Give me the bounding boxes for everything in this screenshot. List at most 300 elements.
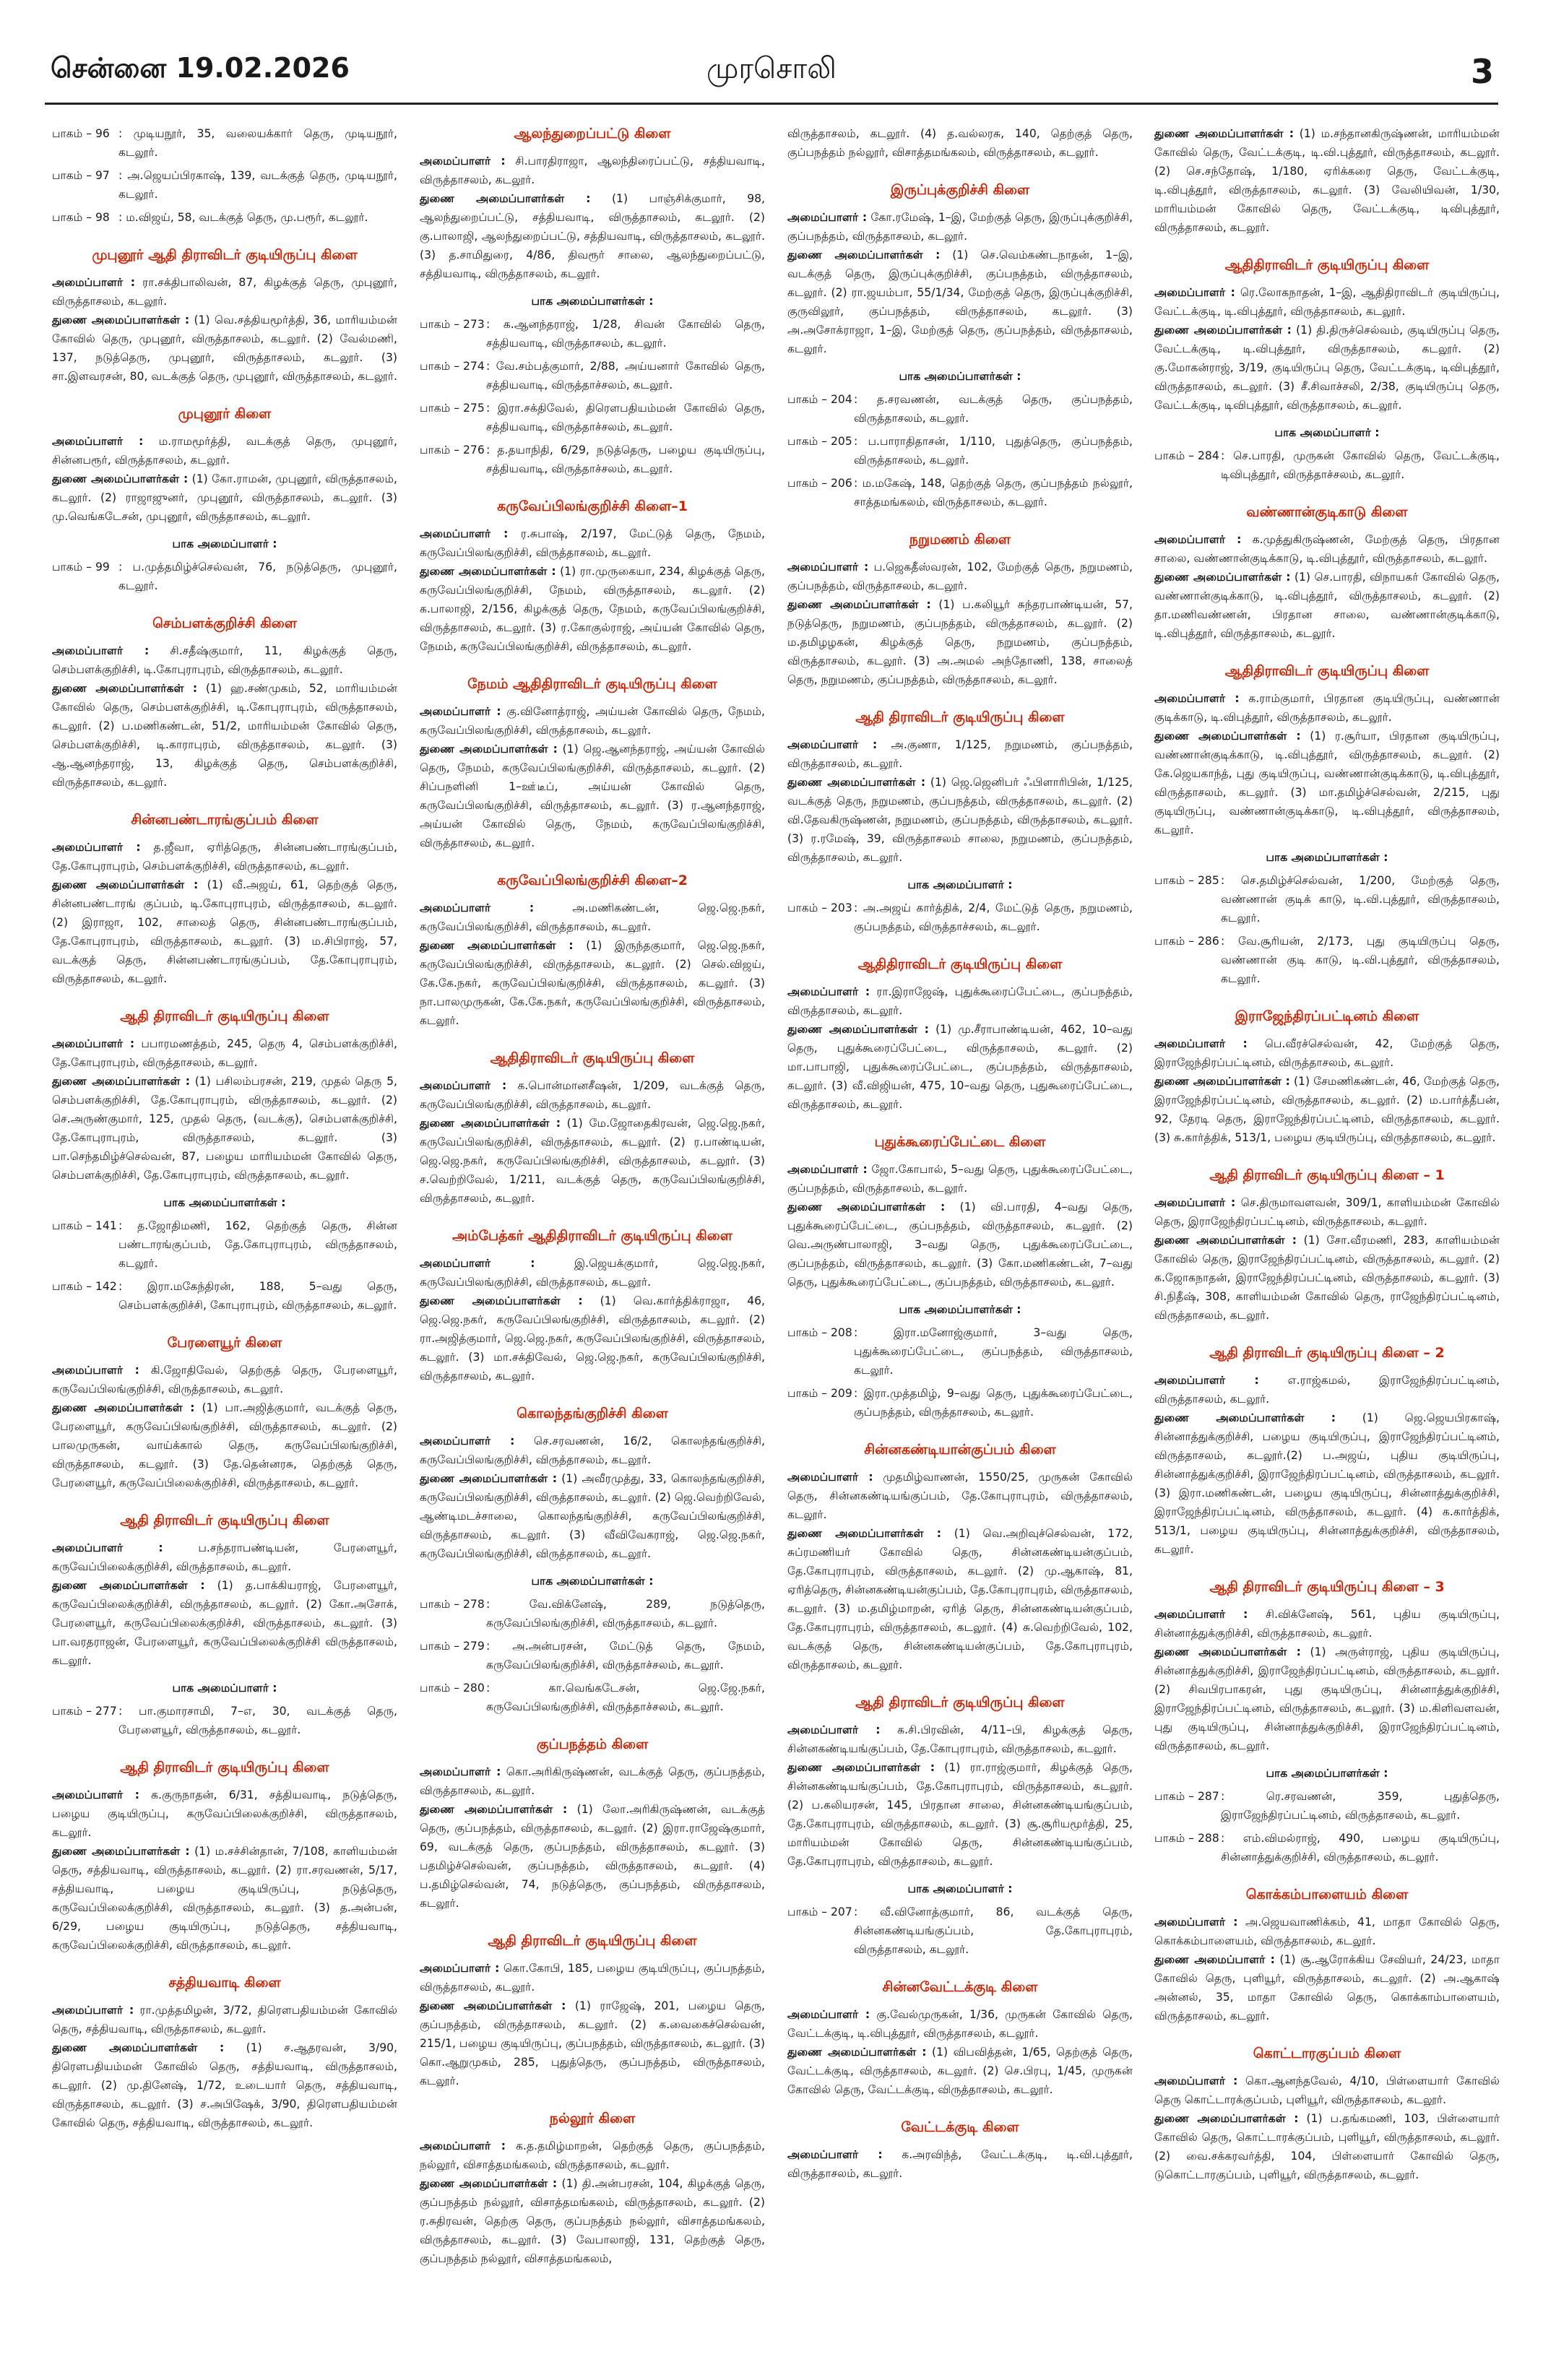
role-label: துணை அமைப்பாளர்கள் : [52, 1075, 191, 1088]
role-label: அமைப்பாளர் : [787, 561, 869, 574]
member-detail: (1) ம.சந்தானகிருஷ்ணன், மாரியம்மன் கோவில் தெரு, வேட்டக்குடி, டி.வி.புத்தூர், விருத்தாசலம், கடலூர். (2) செ.சந்தோஷ், 1/180, ஏரிக்கரை தெரு, வேட்டக்குடி, டி.விபுத்தூர், விருத்தாசலம், கடலூர். (3) வேலியிவன், 1/30, மாரியம்மன் கோவில் தெரு, வேட்டக்குடி, டிவிபுத்தூர், விருத்தாசலம், கடலூர். [1154, 127, 1500, 234]
member-detail: ரா.முத்தமிழன், 3/72, திரௌபதியம்மன் கோவில் தெரு, சத்தியவாடி, விருத்தாசலம், கடலூர். [52, 2004, 398, 2035]
role-label: அமைப்பாளர் : [420, 1079, 507, 1092]
member-entry [787, 1468, 1133, 1524]
member-detail: (1) தி.அன்பரசன், 104, கிழக்குத் தெரு, குப்பநத்தம் நல்லூர், விசாத்தமங்கலம், விருத்தாசலம், கடலூர். (2) ர.சுதிரவன், தெற்கு தெரு, குப்பநத்தம் நல்லூர், விசாத்தமங்கலம், விருத்தாசலம், கடலூர். (3) வேபாலாஜி, 131, தெற்குத் தெரு, குப்பநத்தம் நல்லூர், விசாத்தமங்கலம், [420, 2177, 765, 2265]
section-heading: இருப்புக்குறிச்சி கிளை [890, 182, 1030, 198]
role-label: அமைப்பாளர் : [52, 2004, 134, 2017]
member-entry [420, 562, 765, 656]
role-label: அமைப்பாளர் : [787, 211, 868, 224]
booth-detail: : த.தயாநிதி, 6/29, நடுத்தெரு, பழைய குடியிருப்பு, சத்தியவாடி, விருத்தாச்சலம், கடலூர். [486, 443, 765, 475]
role-label: துணை அமைப்பாளர்கள் : [1154, 1645, 1301, 1658]
role-label: துணை அமைப்பாளர்கள் : [420, 192, 591, 205]
role-label: அமைப்பாளர் : [420, 155, 506, 168]
member-entry [1154, 530, 1500, 568]
member-detail: சி.பாரதிராஜா, ஆலந்திரைப்பட்டு, சத்தியவாடி, விருத்தாசலம், கடலூர். [420, 155, 765, 186]
section-heading: ஆலந்துறைப்பட்டு கிளை [514, 126, 671, 142]
booth-number: பாகம் – 273 [420, 318, 485, 331]
role-label: துணை அமைப்பாளர்கள் : [420, 939, 574, 952]
section-heading: ஆதிதிராவிடர் குடியிருப்பு கிளை [857, 956, 1063, 972]
member-entry [420, 702, 765, 740]
member-entry [1154, 1913, 1500, 1950]
member-entry [1154, 1408, 1500, 1559]
booth-entry [52, 124, 397, 162]
role-label: அமைப்பாளர் : [1154, 286, 1235, 299]
booth-entry [52, 1702, 397, 1739]
booth-entry [420, 441, 765, 478]
role-label: துணை அமைப்பாளர்கள் : [787, 1761, 935, 1774]
member-entry [52, 1539, 397, 1576]
member-entry [52, 1576, 397, 1670]
member-detail: செ.சரவணன், 16/2, கொலந்தங்குறிச்சி, கருவேப்பிலங்குறிச்சி, விருத்தாசலம், கடலூர். [420, 1435, 765, 1466]
member-detail: (1) ஹ.சண்முகம், 52, மாரியம்மன் கோவில் தெரு, செம்பளக்குறிச்சி, டி.கோபுராபுரம், விருத்தாசலம், கடலூர். (2) ப.மணிகண்டன், 51/2, மாரியம்மன் கோவில் தெரு, செம்பளக்குறிச்சி, டி.காராபுரம், விருத்தாசலம், கடலூர். (3) ஆ.ஆனந்தராஜ், 13, கிழக்குத் தெரு, செம்பளக்குறிச்சி, விருத்தாசலம், கடலூர். [52, 682, 398, 789]
member-detail: (1) ச.ஆதரவன், 3/90, திரௌபதியம்மன் கோவில் தெரு, சத்தியவாடி, விருத்தாசலம், கடலூர். (2) மு.தினேஷ், 1/72, உடையார் தெரு, சத்தியவாடி, விருத்தாசலம், கடலூர். (3) ச.அபிஷேக், 3/90, திரௌபதியம்மன் கோவில் தெரு, சத்தியவாடி, விருத்தாசலம், கடலூர். [52, 2041, 397, 2129]
issue-date: சென்னை 19.02.2026 [51, 52, 350, 84]
member-entry [787, 1020, 1133, 1114]
member-detail: (1) ஜெ.ஜெனிபர் ஃபிளாரிபின், 1/125, வடக்குத் தெரு, நறுமணம், குப்பநத்தம், விருத்தாசலம், கடலூர். (2) வி.தேவகிருஷ்ணன், நறுமணம், குப்பநத்தம், விருத்தாசலம், கடலூர். (3) ர.ரமேஷ், 39, விருத்தாசலம் சாலை, நறுமணம், குப்பநத்தம், விருத்தாசலம், கடலூர். [787, 776, 1133, 864]
section-heading: ஆதிதிராவிடர் குடியிருப்பு கிளை [490, 1050, 695, 1066]
booth-entry [420, 399, 765, 436]
member-entry [52, 1786, 397, 1842]
section-heading: சின்னபண்டாரங்குப்பம் கிளை [131, 812, 319, 828]
member-detail: க.சி.பிரவின், 4/11–பி, கிழக்குத் தெரு, சின்னகண்டியங்குப்பம், தே.கோபுராபுரம், விருத்தாசலம், கடலூர். [787, 1723, 1133, 1755]
member-detail: க.பொன்மானசீஷன், 1/209, வடக்குத் தெரு, கருவேப்பிலங்குறிச்சி, விருத்தாசலம், கடலூர். [420, 1079, 765, 1111]
booth-entry [787, 474, 1133, 511]
subsection-label: பாக அமைப்பாளர் : [172, 537, 277, 550]
role-label: அமைப்பாளர் : [52, 841, 141, 854]
role-label: துணை அமைப்பாளர்கள் : [420, 1472, 557, 1485]
booth-detail: : இரா.சக்திவேல், திரௌபதியம்மன் கோவில் தெரு, சத்தியவாடி, விருத்தாச்சலம், கடலூர். [486, 402, 765, 433]
member-entry [787, 1721, 1133, 1758]
member-entry [787, 735, 1133, 773]
member-entry [787, 2005, 1133, 2043]
subsection-label: பாக அமைப்பாளர் : [907, 1882, 1013, 1895]
booth-number: பாகம் – 99 [52, 561, 110, 574]
member-entry [420, 1114, 765, 1208]
member-detail: (1) வீ.அஜய், 61, தெற்குத் தெரு, சின்னபண்டாரங் குப்பம், டி.கோபுராபுரம், விருத்தாசலம், கடலூர். (2) இராஜா, 102, சாலைத் தெரு, சின்னபண்டாரங்குப்பம், தே.கோபுராபுரம், விருத்தாசலம், கடலூர். (3) ம.சிபிராஜ், 57, வடக்குத் தெரு, சின்னபண்டாரங்குப்பம், தே.கோபுராபுரம், விருத்தாசலம், கடலூர். [52, 878, 397, 985]
member-detail: ரா.இராஜேஷ், புதுக்கூரைப்பேட்டை, குப்பநத்தம், விருத்தாசலம், கடலூர். [787, 985, 1133, 1017]
section-heading: ஆதி திராவிடர் குடியிருப்பு கிளை [120, 1513, 329, 1528]
booth-number: பாகம் – 96 [52, 127, 110, 140]
member-detail: கொ.ஆனந்தவேல், 4/10, பிள்ளையார் கோவில் தெரு கொட்டாரக்குப்பம், புளியூர், விருத்தாசலம், கடலூர். [1154, 2074, 1500, 2106]
role-label: துணை அமைப்பாளர்கள் : [1154, 1411, 1336, 1424]
booth-entry [1154, 871, 1500, 927]
member-detail: (1) செ.வெம்கண்டநாதன், 1–இ, வடக்குத் தெரு, இருப்புக்குறிச்சி, குப்பநத்தம், விருத்தாசலம், கடலூர். (2) ரா.ஜயம்பா, 55/1/34, மேற்குத் தெரு, இருப்புக்குறிச்சி, குருவிலூர், குப்பநத்தம், விருத்தாசலம், கடலூர். (3) அ.அசோக்ராஜா, 1–இ, மேற்குத் தெரு, குப்பநத்தம், விருத்தாசலம், கடலூர். [787, 248, 1133, 355]
booth-number: பாகம் – 206 [787, 477, 852, 490]
role-label: துணை அமைப்பாளர்கள் : [420, 1999, 566, 2012]
role-label: அமைப்பாளர் : [1154, 1037, 1248, 1050]
member-entry [420, 1762, 765, 1800]
member-detail: கு.வினோத்ராஜ், அய்யன் கோவில் தெரு, நேமம், கருவேப்பிலங்குறிச்சி, விருத்தாசலம், கடலூர். [420, 705, 766, 737]
member-entry [52, 875, 397, 988]
booth-detail: : இரா.மனோஜ்குமார், 3–வது தெரு, புதுக்கூரைப்பேட்டை, குப்பநத்தம், விருத்தாசலம், கடலூர். [854, 1326, 1133, 1377]
role-label: அமைப்பாளர் : [1154, 1608, 1248, 1621]
member-detail: (1) ப.கலியூர் சுந்தரபாண்டியன், 57, நடுத்தெரு, நறுமணம், குப்பநத்தம், விருத்தாசலம், கடலூர். (2) ம.தமிழழகன், கிழக்குத் தெரு, நறுமணம், குப்பநத்தம், விருத்தாசலம், கடலூர். (3) அ.அமல் அந்தோணி, 138, சாலைத் தெரு, நறுமணம், குப்பநத்தம், விருத்தாசலம், கடலூர். [787, 598, 1133, 686]
booth-entry [787, 1384, 1133, 1421]
member-detail: சி.சதீஷ்குமார், 11, கிழக்குத் தெரு, செம்பளக்குறிச்சி, டி.கோபுராபுரம், விருத்தாசலம், கடலூர். [52, 644, 398, 676]
booth-entry [787, 432, 1133, 469]
section-heading: ஆதிதிராவிடர் குடியிருப்பு கிளை [1224, 257, 1430, 273]
member-entry [420, 1996, 765, 2090]
member-detail: ம.ராமமூர்த்தி, வடக்குத் தெரு, முபுனூர், சின்னபரூர், விருத்தாசலம், கடலூர். [52, 435, 397, 467]
member-detail: த.ஜீவா, ஏரித்தெரு, சின்னபண்டாரங்குப்பம், தே.கோபுராபுரம், செம்பளக்குறிச்சி, விருத்தாசலம், கடலூர். [52, 841, 397, 873]
member-entry [420, 1291, 765, 1385]
section-heading: கொட்டாரகுப்பம் கிளை [1253, 2046, 1401, 2061]
member-entry [1154, 2109, 1500, 2184]
member-detail: ரா.சக்திபாலிவன், 87, கிழக்குத் தெரு, முபுனூர், விருத்தாசலம், கடலூர். [52, 276, 397, 308]
member-entry [1154, 1371, 1500, 1408]
member-detail: எ.ராஜ்கமல், இராஜேந்திரப்பட்டினம், விருத்தாசலம், கடலூர். [1154, 1374, 1500, 1406]
section-heading: நறுமணம் கிளை [909, 532, 1011, 548]
booth-number: பாகம் – 286 [1154, 935, 1219, 948]
booth-number: பாகம் – 203 [787, 901, 852, 914]
role-label: அமைப்பாளர் : [420, 1435, 515, 1448]
booth-detail: : ப.முத்தமிழ்ச்செல்வன், 76, நடுத்தெரு, முபுனூர், கடலூர். [118, 561, 397, 592]
member-entry [1154, 727, 1500, 839]
booth-detail: : ம.விஜய், 58, வடக்குத் தெரு, மு.பரூர், கடலூர். [118, 211, 368, 224]
role-label: துணை அமைப்பாளர்கள் : [1154, 127, 1295, 140]
section-heading: வேட்டக்குடி கிளை [901, 2119, 1019, 2135]
member-detail: (1) ப.தங்கமணி, 103, பிள்ளையார் கோவில் தெரு, கொட்டாரக்குப்பம், புளியூர், விருத்தாசலம், கடலூர். (2) வை.சக்கரவர்த்தி, 104, பிள்ளையார் கோவில் தெரு, டுகொட்டாரகுப்பம், புளியூர், விருத்தாசலம், கடலூர். [1154, 2112, 1500, 2181]
role-label: துணை அமைப்பாளர்கள் : [420, 565, 556, 578]
booth-detail: : வே.சம்பத்குமார், 2/88, அய்யனார் கோவில் தெரு, சத்தியவாடி, விருத்தாச்சலம், கடலூர். [486, 360, 765, 391]
booth-number: பாகம் – 277 [52, 1705, 117, 1718]
member-entry [420, 152, 765, 189]
booth-number: பாகம் – 209 [787, 1387, 852, 1400]
role-label: அமைப்பாளர் : [420, 901, 535, 914]
booth-number: பாகம் – 278 [420, 1598, 485, 1611]
role-label: துணை அமைப்பாளர்கள் : [787, 1527, 941, 1540]
role-label: துணை அமைப்பாளர்கள் : [420, 1117, 561, 1130]
booth-detail: : வீ.வினோத்குமார், 86, வடக்குத் தெரு, சின்னகண்டியங்குப்பம், தே.கோபுராபுரம், விருத்தாசலம், கடலூர். [854, 1905, 1133, 1956]
subsection-label: பாக அமைப்பாளர்கள் : [531, 1575, 654, 1588]
subsection-label: பாக அமைப்பாளர்கள் : [163, 1196, 286, 1209]
member-entry [52, 2001, 397, 2038]
section-heading: வண்ணான்குடிகாடு கிளை [1246, 504, 1408, 520]
member-entry [52, 311, 397, 386]
booth-detail: : த.ஜோதிமணி, 162, தெற்குத் தெரு, சின்ன பண்டாரங்குப்பம், தே.கோபுராபுரம், விருத்தாசலம், கடலூர். [118, 1219, 397, 1270]
role-label: துணை அமைப்பாளர்கள் : [52, 1845, 190, 1858]
member-detail: (1) சோ.வீரமணி, 283, காளியம்மன் கோவில் தெரு, இராஜேந்திரப்பட்டினம், விருத்தாசலம், கடலூர். (2) க.ஜோகநாதன், இராஜேந்திரப்பட்டினம், விருத்தாசலம், கடலூர். (3) சி.நிதீஷ், 308, காளியம்மன் கோவில் தெரு, ராஜேந்திரப்பட்டினம், விருத்தாசலம், கடலூர். [1154, 1234, 1500, 1322]
role-label: துணை அமைப்பாளர்கள் : [787, 598, 931, 611]
role-label: துணை அமைப்பாளர்கள் : [420, 2177, 558, 2190]
section-heading: ஆதி திராவிடர் குடியிருப்பு கிளை [488, 1933, 697, 1949]
subsection-label: பாக அமைப்பாளர்கள் : [1266, 1767, 1388, 1780]
page-number: 3 [1470, 52, 1494, 91]
booth-number: பாகம் – 205 [787, 435, 852, 448]
section-heading: நல்லூர் கிளை [549, 2111, 636, 2126]
section-heading: முபுனூர் ஆதி திராவிடர் குடியிருப்பு கிளை [92, 247, 358, 263]
member-detail: (1) ர.சூர்யா, பிரதான குடியிருப்பு, வண்ணான்குடிக்காடு, டி.விபுத்தூர், விருத்தாசலம், கடலூர். (2) கே.ஜெயகாந்த், புது குடியிருப்பு, வண்ணான்குடிக்காடு, டி.விபுத்தூர், விருத்தாசலம், கடலூர். (3) மா.தமிழ்ச்செல்வன், 2/215, புது குடியிருப்பு, வண்ணான்குடிக்காடு, டி.விபுத்தூர், விருத்தாசலம், கடலூர். [1154, 730, 1500, 836]
booth-detail: : செ.தமிழ்ச்செல்வன், 1/200, மேற்குத் தெரு, வண்ணான் குடிக் காடு, டி.வி.புத்தூர், விருத்தாசலம், கடலூர். [1221, 874, 1500, 925]
booth-number: பாகம் – 287 [1154, 1790, 1219, 1803]
booth-entry [52, 208, 397, 227]
member-entry [1154, 124, 1500, 237]
booth-number: பாகம் – 288 [1154, 1832, 1219, 1845]
member-entry [420, 899, 765, 936]
booth-detail: : செ.பாரதி, முருகன் கோவில் தெரு, வேட்டக்குடி, டிவிபுத்தூர், விருத்தாச்சலம், கடலூர். [1221, 449, 1500, 481]
column-3 [787, 124, 1133, 2183]
section-heading: கொலந்தங்குறிச்சி கிளை [517, 1406, 668, 1421]
role-label: துணை அமைப்பாளர்கள் : [787, 248, 941, 261]
member-detail: (1) வெ.கார்த்திக்ராஜா, 46, ஜெ.ஜெ.நகர், கருவேப்பிலங்குறிச்சி, விருத்தாசலம், கடலூர். (2) ரா.அஜித்குமார், ஜெ.ஜெ.நகர், கருவேப்பிலங்குறிச்சி, விருத்தாசலம், கடலூர். (3) மா.சக்திவேல், ஜெ.ஜெ.நகர், கருவேப்பிலங்குறிச்சி, விருத்தாசலம், கடலூர். [420, 1294, 766, 1382]
role-label: அமைப்பாளர் : [52, 1364, 139, 1377]
booth-detail: : இரா.முத்தமிழ், 9–வது தெரு, புதுக்கூரைப்பேட்டை, குப்பநத்தம், விருத்தாசலம், கடலூர். [854, 1387, 1133, 1419]
booth-number: பாகம் – 98 [52, 211, 110, 224]
member-detail: ரெ.லோகநாதன், 1–இ, ஆதிதிராவிடர் குடியிருப்பு, வேட்டக்குடி, டி.விபுத்தூர், விருத்தாசலம், கடலூர். [1154, 286, 1500, 318]
member-entry [52, 838, 397, 875]
booth-entry [420, 1679, 765, 1716]
booth-number: பாகம் – 208 [787, 1326, 852, 1339]
role-label: அமைப்பாளர் : [420, 1257, 535, 1270]
section-heading: இராஜேந்திரப்பட்டினம் கிளை [1235, 1008, 1419, 1024]
section-heading: சின்னகண்டியான்குப்பம் கிளை [864, 1442, 1056, 1458]
booth-entry [420, 357, 765, 394]
section-heading: சின்னவேட்டக்குடி கிளை [882, 1979, 1038, 1995]
member-detail: ர.சுபாஷ், 2/197, மேட்டுத் தெரு, நேமம், கருவேப்பிலங்குறிச்சி, விருத்தாசலம், கடலூர். [420, 527, 765, 559]
role-label: துணை அமைப்பாளர்கள் : [787, 776, 926, 789]
member-entry [1154, 1605, 1500, 1643]
booth-number: பாகம் – 285 [1154, 874, 1219, 887]
member-detail: (1) ரா.முருகையா, 234, கிழக்குத் தெரு, கருவேப்பிலங்குறிச்சி, நேமம், விருத்தாசலம், கடலூர். (2) க.பாலாஜி, 2/156, கிழக்குத் தெரு, நேமம், கருவேப்பிலங்குறிச்சி, விருத்தாசலம், கடலூர். (3) ர.கோகுல்ராஜ், அய்யன் கோவில் தெரு, நேமம், கருவேப்பிலங்குறிச்சி, விருத்தாசலம், கடலூர். [420, 565, 765, 653]
booth-detail: : இரா.மகேந்திரன், 188, 5–வது தெரு, செம்பளக்குறிச்சி, கோபுராபுரம், விருத்தாசலம், கடலூர். [118, 1280, 397, 1312]
role-label: துணை அமைப்பாளர்கள் : [52, 682, 198, 695]
member-entry [52, 1842, 397, 1955]
booth-detail: : பா.குமாரசாமி, 7–எ, 30, வடக்குத் தெரு, பேரளையூர், விருத்தாசலம், கடலூர். [118, 1705, 397, 1736]
booth-detail: : ம.மகேஷ், 148, தெற்குத் தெரு, குப்பநத்தம் நல்லூர், சாத்தமங்கலம், விருத்தாசலம், கடலூர். [854, 477, 1133, 509]
booth-detail: : வே.சூரியன், 2/173, புது குடியிருப்பு தெரு, வண்ணான் குடி காடு, டி.வி.புத்தூர், விருத்தாசலம், கடலூர். [1221, 935, 1500, 985]
booth-detail: : த.சரவணன், வடக்குத் தெரு, குப்பநத்தம், விருத்தாசலம், கடலூர். [854, 393, 1133, 425]
section-heading: கருவேப்பிலங்குறிச்சி கிளை–1 [497, 498, 688, 514]
role-label: துணை அமைப்பாளர்கள் : [52, 2041, 225, 2054]
member-entry [787, 1758, 1133, 1871]
member-detail: (1) பாஞ்சிக்குமார், 98, ஆலந்துறைப்பட்டு, சத்தியவாடி, விருத்தாசலம், கடலூர். (2) கு.பாலாஜி, ஆலந்துறைப்பட்டு, சத்தியவாடி, விருத்தாசலம், கடலூர். (3) த.சாமிதுரை, 4/86, திவரூர் சாலை, ஆலந்துறைப்பட்டு, சத்தியவாடி, விருத்தாசலம், கடலூர். [420, 192, 765, 280]
booth-number: பாகம் – 275 [420, 402, 485, 415]
member-detail: பபாரமணத்தம், 245, தெரு 4, செம்பளக்குறிச்சி, தே.கோபுராபுரம், விருத்தாசலம், கடலூர். [52, 1037, 397, 1069]
member-entry [420, 1076, 765, 1114]
role-label: துணை அமைப்பாளர்கள் : [52, 472, 189, 485]
member-entry [1154, 1193, 1500, 1231]
role-label: அமைப்பாளர் : [787, 2148, 883, 2161]
booth-detail: : முடியநூர், 35, வலையக்கார் தெரு, முடியநூர், கடலூர். [118, 127, 397, 159]
role-label: அமைப்பாளர் : [52, 435, 144, 448]
member-detail: (1) வெ.அறிவுச்செல்வன், 172, சுப்ரமணியர் கோவில் தெரு, சின்னகண்டியன்குப்பம், தே.கோபுராபுரம், விருத்தாசலம், கடலூர். (2) மு.ஆகாஷ், 81, ஏரித்தெரு, சின்னகண்டியன்குப்பம், தே.கோபுராபுரம், விருத்தாசலம், கடலூர். (3) ம.தமிழ்மாறன், ஏரித் தெரு, சின்னகண்டியன்குப்பம், தே.கோபுராபுரம், விருத்தாசலம், கடலூர். (4) சு.வெற்றிவேல், 102, வடக்குத் தெரு, சின்னகண்டியன்குப்பம், தே.கோபுராபுரம், விருத்தாசலம், கடலூர். [787, 1527, 1133, 1671]
member-detail: க.முத்துகிருஷ்ணன், மேற்குத் தெரு, பிரதான சாலை, வண்ணான்குடிக்காடு, டி.விபுத்தூர், விருத்தாசலம், கடலூர். [1154, 533, 1500, 565]
member-entry [1154, 1072, 1500, 1147]
member-entry [52, 469, 397, 526]
member-detail: முதமிழ்வாணன், 1550/25, முருகன் கோவில் தெரு, சின்னகண்டியங்குப்பம், தே.கோபுராபுரம், விருத்தாசலம், கடலூர். [787, 1471, 1133, 1521]
section-heading: முபுனூர் கிளை [178, 406, 272, 422]
member-entry [420, 1959, 765, 1996]
column-1 [52, 124, 397, 2132]
section-heading: கருவேப்பிலங்குறிச்சி கிளை–2 [497, 873, 688, 888]
member-entry [1154, 321, 1500, 415]
member-detail: ப.ஜெகதீஸ்வரன், 102, மேற்குத் தெரு, நறுமணம், குப்பநத்தம், விருத்தாசலம், கடலூர். [787, 561, 1133, 592]
role-label: அமைப்பாளர் : [1154, 533, 1242, 546]
member-entry [420, 1254, 765, 1291]
member-entry [787, 982, 1133, 1020]
booth-entry [1154, 1787, 1500, 1825]
section-heading: பேரளையூர் கிளை [167, 1335, 282, 1351]
section-heading: அம்பேத்கர் ஆதிதிராவிடர் குடியிருப்பு கிளை [452, 1228, 732, 1244]
section-heading: செம்பளக்குறிச்சி கிளை [152, 615, 297, 631]
role-label: அமைப்பாளர் : [1154, 1374, 1259, 1387]
booth-entry [787, 899, 1133, 936]
booth-entry [420, 315, 765, 352]
member-detail: பெ.வீரச்செல்வன், 42, மேற்குத் தெரு, இராஜேந்திரப்பட்டினம், விருத்தாசலம், கடலூர். [1154, 1037, 1500, 1069]
member-detail: கோ.ரமேஷ், 1–இ, மேற்குத் தெரு, இருப்புக்குறிச்சி, குப்பநத்தம், விருத்தாசலம், கடலூர். [787, 211, 1133, 243]
booth-number: பாகம் – 207 [787, 1905, 852, 1918]
subsection-label: பாக அமைப்பாளர்கள் : [899, 370, 1021, 383]
member-detail: க.அரவிந்த், வேட்டக்குடி, டி.வி.புத்தூர், விருத்தாசலம், கடலூர். [787, 2148, 1133, 2180]
member-detail: க.ராம்குமார், பிரதான குடியிருப்பு, வண்ணான் குடிக்காடு, டி.விபுத்தூர், விருத்தாசலம், கடலூர். [1154, 692, 1500, 724]
member-entry [52, 641, 397, 679]
member-entry [52, 2038, 397, 2132]
role-label: துணை அமைப்பாளர்கள் : [1154, 730, 1301, 743]
booth-number: பாகம் – 204 [787, 393, 852, 406]
newspaper-name: முரசொலி [706, 52, 837, 85]
member-detail: (1) மு.சீராபாண்டியன், 462, 10–வது தெரு, புதுக்கூரைப்பேட்டை, விருத்தாசலம், கடலூர். (2) மா.பாபாஜி, புதுக்கூரைப்பேட்டை, குப்பநத்தம், விருத்தாசலம், கடலூர். (3) வீ.விஜியன், 475, 10–வது தெரு, புதுகூரைப்பேட்டை, விருத்தாசலம், கடலூர். [787, 1023, 1133, 1111]
role-label: துணை அமைப்பாளர்கள் : [1154, 1234, 1297, 1247]
member-detail: கு.வேல்முருகன், 1/36, முருகன் கோவில் தெரு, வேட்டக்குடி, டி.விபுத்தூர், விருத்தாசலம், கடலூர். [787, 2008, 1133, 2040]
member-detail: (1) ஜெ.ஜெயபிரகாஷ், சின்னாத்துக்குறிச்சி, பழைய குடியிருப்பு, இராஜேந்திரப்பட்டினம், விருத்தாசலம், கடலூர்.(2) ப.அஜய், புதிய குடியிருப்பு, சின்னாத்துக்குறிச்சி, இராஜேந்திரப்பட்டினம், விருத்தாசலம், கடலூர். (3) இரா.மணிகண்டன், பழைய குடியிருப்பு, சின்னாத்துக்குறிச்சி, இராஜேந்திரப்பட்டினம், விருத்தாசலம், கடலூர். (4) க.கார்த்திக், 513/1, பழைய குடியிருப்பு, சின்னாத்துக்குறிச்சி, விருத்தாசலம், கடலூர். [1154, 1411, 1500, 1556]
member-detail: அ.மணிகண்டன், ஜெ.ஜெ.நகர், கருவேப்பிலங்குறிச்சி, விருத்தாசலம், கடலூர். [420, 901, 765, 933]
member-detail: கொ.அரிகிருஷ்ணன், வடக்குத் தெரு, குப்பநத்தம், விருத்தாசலம், கடலூர். [420, 1765, 765, 1797]
member-detail: (1) மே.ஜோதைகிரவன், ஜெ.ஜெ.நகர், கருவேப்பிலங்குறிச்சி, விருத்தாசலம், கடலூர். (2) ர.பாண்டியன், ஜெ.ஜெ.நகர், கருவேப்பிலங்குறிச்சி, விருத்தாசலம், கடலூர். (3) ச.வெற்றிவேல், 1/211, வடக்குத் தெரு, கருவேப்பிலங்குறிச்சி, விருத்தாசலம், கடலூர். [420, 1117, 765, 1205]
member-entry [787, 246, 1133, 358]
member-detail: கி.ஜோதிவேல், தெற்குத் தெரு, பேரளையூர், கருவேப்பிலங்குறிச்சி, விருத்தாசலம், கடலூர். [52, 1364, 397, 1395]
member-detail: (1) சூ.ஆரோக்கிய சேவியர், 24/23, மாதா கோவில் தெரு, புளியூர், விருத்தாசலம், கடலூர். (2) அ.ஆகாஷ் அன்னல், 35, மாதா கோவில் தெரு, கொக்காம்பாளையம், விருத்தாசலம், கடலூர். [1154, 1953, 1500, 2022]
member-entry [787, 208, 1133, 246]
member-entry [420, 1469, 765, 1563]
role-label: அமைப்பாளர் : [52, 1037, 135, 1050]
role-label: துணை அமைப்பாளர்கள் : [1154, 324, 1292, 337]
member-detail: (1) ம.சச்சின்தான், 7/108, காளியம்மன் தெரு, சத்தியவாடி, விருத்தாசலம், கடலூர். (2) ரா.சரவணன், 5/17, சத்தியவாடி, பழைய குடியிருப்பு, நடுத்தெரு, கருவேப்பிலைக்குறிச்சி, விருத்தாசலம், கடலூர். (3) த.அன்பன், 6/29, பழைய குடியிருப்பு, நடுத்தெரு, சத்தியவாடி, கருவேப்பிலைக்குறிச்சி, விருத்தாசலம், கடலூர். [52, 1845, 398, 1952]
member-detail: (1) அவீரமுத்து, 33, கொலந்தங்குறிச்சி, கருவேப்பிலங்குறிச்சி, விருத்தாசலம், கடலூர். (2) ஜெ.வெற்றிவேல், ஆண்டிமடச்சாலை, கொலந்தங்குறிச்சி, கருவேப்பிலங்குறிச்சி, விருத்தாசலம், கடலூர். (3) வீவிவேகராஜ், ஜெ.ஜெ.நகர், கருவேப்பிலங்குறிச்சி, விருத்தாசலம், கடலூர். [420, 1472, 765, 1560]
role-label: துணை அமைப்பாளர்கள் : [1154, 1075, 1290, 1088]
member-entry [420, 2174, 765, 2268]
member-entry [52, 1361, 397, 1398]
member-detail: அ.குணா, 1/125, நறுமணம், குப்பநத்தம், விருத்தாசலம், கடலூர். [787, 738, 1133, 770]
role-label: அமைப்பாளர் : [1154, 1196, 1236, 1209]
continued-text: விருத்தாசலம், கடலூர். (4) த.வல்லரசு, 140, தெற்குத் தெரு, குப்பநத்தம் நல்லூர், விசாத்தமங்கலம், விருத்தாசலம், கடலூர். [787, 127, 1133, 159]
member-entry [787, 1198, 1133, 1291]
member-detail: (1) லோ.அரிகிருஷ்ணன், வடக்குத் தெரு, குப்பநத்தம், விருத்தாசலம், கடலூர். (2) இரா.ராஜேஷ்குமார், 69, வடக்குத் தெரு, குப்பநத்தம், விருத்தாசலம், கடலூர். (3) பதமிழ்ச்செல்வன், குப்பநத்தம், விருத்தாசலம், கடலூர். (4) ப.தமிழ்செல்வன், 74, நடுத்தெரு, குப்பநத்தம், விருத்தாசலம், கடலூர். [420, 1803, 765, 1910]
role-label: துணை அமைப்பாளர்கள் : [1154, 571, 1291, 584]
section-heading: ஆதி திராவிடர் குடியிருப்பு கிளை – 2 [1209, 1345, 1445, 1361]
member-entry [52, 1034, 397, 1072]
role-label: அமைப்பாளர் : [52, 276, 136, 289]
booth-detail: : வே.விக்னேஷ், 289, நடுத்தெரு, கருவேப்பிலங்குறிச்சி, விருத்தாசலம், கடலூர். [486, 1598, 765, 1630]
column-2 [420, 124, 765, 2268]
member-detail: (1) ராஜேஷ், 201, பழைய தெரு, குப்பநத்தம், விருத்தாசலம், கடலூர். (2) க.வைகைச்செல்வன், 215/1, பழைய குடியிருப்பு, குப்பநத்தம், விருத்தாசலம், கடலூர். (3) கொ.ஆறுமுகம், 285, புதுத்தெரு, குப்பநத்தம், விருத்தாசலம், கடலூர். [420, 1999, 765, 2087]
member-entry [787, 2145, 1133, 2183]
member-detail: (1) பா.அஜித்குமார், வடக்குத் தெரு, பேரளையூர், கருவேப்பிலங்குறிச்சி, விருத்தாசலம், கடலூர். (2) பாலமுருகன், வாய்க்கால் தெரு, கருவேப்பிலங்குறிச்சி, விருத்தாசலம், கடலூர். (3) தே.தென்னரசு, தெற்குத் தெரு, பேரளையூர், கருவேப்பிலைக்குறிச்சி, விருத்தாசலம், கடலூர். [52, 1401, 397, 1489]
member-entry [787, 558, 1133, 595]
role-label: அமைப்பாளர் : [420, 705, 501, 718]
member-entry [1154, 1950, 1500, 2025]
booth-entry [52, 166, 397, 204]
section-heading: கொக்கம்பாளையம் கிளை [1245, 1887, 1409, 1903]
booth-detail: : அ.ஜெயப்பிரகாஷ், 139, வடக்குத் தெரு, முடியநூர், கடலூர். [118, 169, 397, 201]
member-detail: (1) விபவித்தன், 1/65, தெற்குத் தெரு, வேட்டக்குடி, விருத்தாசலம், கடலூர். (2) செ.பிரபு, 1/45, முருகன் கோவில் தெரு, வேட்டக்குடி, விருத்தாசலம், கடலூர். [787, 2046, 1133, 2096]
role-label: அமைப்பாளர் : [1154, 1916, 1238, 1929]
member-detail: (1) தி.திருச்செல்வம், குடியிருப்பு தெரு, வேட்டக்குடி, டி.விபுத்தூர், விருத்தாசலம், கடலூர். (2) கு.மோகன்ராஜ், 3/19, குடியிருப்பு தெரு, வேட்டக்குடி, டிவிபுத்தூர், விருத்தாசலம், கடலூர். (3) சீ.சிவாச்சலி, 2/38, குடியிருப்பு தெரு, வேட்டக்குடி, டிவிபுத்தூர், விருத்தாசலம், கடலூர். [1154, 324, 1500, 412]
role-label: துணை அமைப்பாளர்கள் : [1154, 2112, 1299, 2125]
member-detail: அ.ஜெயவாணிக்கம், 41, மாதா கோவில் தெரு, கொக்கம்பாளையம், விருத்தாசலம், கடலூர். [1154, 1916, 1500, 1947]
member-entry [52, 273, 397, 311]
booth-detail: : ப.பாராதிதாசன், 1/110, புதுத்தெரு, குப்பநத்தம், விருத்தாசலம், கடலூர். [854, 435, 1133, 467]
page-header [45, 42, 1498, 97]
member-detail: செ.திருமாவளவன், 309/1, காளியம்மன் கோவில் தெரு, இராஜேந்திரப்பட்டினம், விருத்தாசலம், கடலூர். [1154, 1196, 1500, 1228]
booth-number: பாகம் – 284 [1154, 449, 1219, 462]
member-detail: ஜோ.கோபால், 5–வது தெரு, புதுக்கூரைப்பேட்டை, குப்பநத்தம், விருத்தாசலம், கடலூர். [787, 1163, 1133, 1195]
booth-detail: : அ.அன்பரசன், மேட்டுத் தெரு, நேமம், கருவேப்பிலங்குறிச்சி, விருத்தாச்சலம், கடலூர். [486, 1640, 765, 1671]
role-label: அமைப்பாளர் : [787, 985, 870, 998]
member-detail: (1) செ.பாரதி, விநாயகர் கோவில் தெரு, வண்ணான்குடிக்காடு, டி.விபுத்தூர், விருத்தாசலம், கடலூர். (2) தா.மணிவண்ணன், பிரதான சாலை, வண்ணான்குடிக்காடு, டி.விபுத்தூர், விருத்தாசலம், கடலூர். [1154, 571, 1500, 640]
booth-entry [1154, 1829, 1500, 1866]
member-detail: (1) இருந்தகுமார், ஜெ.ஜெ.நகர், கருவேப்பிலங்குறிச்சி, விருத்தாசலம், கடலூர். (2) செல்.விஜய், கே.கே.நகர், கருவேப்பிலங்குறிச்சி, விருத்தாசலம், கடலூர். (3) நா.பாலமுருகன், கே.கே.நகர், கருவேப்பிலங்குறிச்சி, விருத்தாசலம், கடலூர். [420, 939, 765, 1027]
member-entry [420, 1800, 765, 1913]
role-label: அமைப்பாளர் : [420, 1962, 500, 1975]
member-entry [1154, 1231, 1500, 1325]
member-detail: கொ.கோபி, 185, பழைய குடியிருப்பு, குப்பநத்தம், விருத்தாசலம், கடலூர். [420, 1962, 765, 1994]
section-heading: குப்பநத்தம் கிளை [536, 1736, 649, 1752]
member-detail: (1) ரா.ராஜ்குமார், கிழக்குத் தெரு, சின்னகண்டியங்குப்பம், தே.கோபுராபுரம், விருத்தாசலம், கடலூர். (2) ப.கலியரசன், 145, பிரதான சாலை, சின்னகண்டியங்குப்பம், தே.கோபுராபுரம், விருத்தாசலம், கடலூர். (3) சூ.சூரியமூர்த்தி, 25, மாரியம்மன் கோவில் தெரு, சின்னகண்டியங்குப்பம், தே.கோபுராபுரம், விருத்தாசலம், கடலூர். [787, 1761, 1133, 1868]
booth-detail: : கா.வெங்கடேசன், ஜெ.ஜே.நகர், கருவேப்பிலங்குறிச்சி, விருத்தாச்சலம், கடலூர். [486, 1682, 765, 1713]
member-entry [52, 1072, 397, 1185]
member-entry [787, 2043, 1133, 2099]
booth-number: பாகம் – 141 [52, 1219, 117, 1232]
member-detail: (1) கோ.ராமன், முபுனூர், விருத்தாசலம், கடலூர். (2) ராஜாஜுனர், முபுனூர், விருத்தாசலம், கடலூர். (3) மு.வெங்கடேசன், முபுனூர், விருத்தாசலம், கடலூர். [52, 472, 397, 523]
role-label: துணை அமைப்பாளர்கள் : [52, 1579, 205, 1592]
section-heading: நேமம் ஆதிதிராவிடர் குடியிருப்பு கிளை [467, 676, 717, 692]
subsection-label: பாக அமைப்பாளர்கள் : [531, 295, 654, 308]
booth-detail: : அ.அஜய் கார்த்திக், 2/4, மேட்டுத் தெரு, நறுமணம், குப்பநத்தம், விருத்தாச்சலம், கடலூர். [854, 901, 1133, 933]
role-label: அமைப்பாளர் : [420, 2139, 506, 2152]
member-entry [787, 595, 1133, 689]
subsection-label: பாக அமைப்பாளர் : [907, 878, 1013, 891]
role-label: துணை அமைப்பாளர்கள் : [52, 1401, 195, 1414]
section-heading: சத்தியவாடி கிளை [168, 1975, 281, 1991]
booth-detail: : ரெ.சரவணன், 359, புதுத்தெரு, இராஜேந்திரப்பட்டினம், விருத்தாசலம், கடலூர். [1221, 1790, 1500, 1822]
member-detail: சி.விக்னேஷ், 561, புதிய குடியிருப்பு, சின்னாத்துக்குறிச்சி, விருத்தாசலம், கடலூர். [1154, 1608, 1500, 1640]
member-entry [787, 773, 1133, 867]
member-entry [420, 524, 765, 562]
subsection-label: பாக அமைப்பாளர்கள் : [1266, 851, 1388, 864]
member-detail: (1) அருள்ராஜ், புதிய குடியிருப்பு, சின்னாத்துக்குறிச்சி, இராஜேந்திரப்பட்டினம், விருத்தாசலம், கடலூர். (2) சிவபிரபாகரன், புது குடியிருப்பு, சின்னாத்துக்குறிச்சி, இராஜேந்திரப்பட்டினம், விருத்தாசலம், கடலூர். (3) ம.கிளிவளவன், புது குடியிருப்பு, சின்னாத்துக்குறிச்சி, இராஜேந்திரப்பட்டினம், விருத்தாசலம், கடலூர். [1154, 1645, 1500, 1752]
member-entry [1154, 568, 1500, 643]
role-label: துணை அமைப்பாளர்கள் : [787, 1200, 946, 1213]
column-4 [1154, 124, 1500, 2184]
booth-number: பாகம் – 274 [420, 360, 485, 373]
member-detail: (1) த.பாக்கியராஜ், பேரளையூர், கருவேப்பிலைக்குறிச்சி, விருத்தாசலம், கடலூர். (2) கோ.அசோக், பேரளையூர், கருவேப்பிலைக்குறிச்சி, விருத்தாசலம், கடலூர். (3) பா.வரதராஜன், பேரளையூர், கருவேப்பிலைக்குறிச்சி விருத்தாசலம், கடலூர். [52, 1579, 397, 1667]
role-label: அமைப்பாளர் : [787, 1723, 881, 1736]
booth-entry [420, 1637, 765, 1674]
role-label: துணை அமைப்பாளர்கள் : [420, 743, 558, 756]
member-entry [1154, 283, 1500, 321]
booth-number: பாகம் – 276 [420, 443, 485, 456]
role-label: துணை அமைப்பாளர் : [1154, 1953, 1275, 1966]
booth-detail: : எம்.விமல்ராஜ், 490, பழைய குடியிருப்பு, சின்னாத்துக்குறிச்சி, விருத்தாசலம், கடலூர். [1221, 1832, 1500, 1864]
section-heading: ஆதி திராவிடர் குடியிருப்பு கிளை [120, 1008, 329, 1024]
member-detail: (1) வி.பாரதி, 4–வது தெரு, புதுக்கூரைப்பேட்டை, குப்பநத்தம், விருத்தாசலம், கடலூர். (2) வெ.அருண்பாலாஜி, 3–வது தெரு, புதுக்கூரைப்பேட்டை, குப்பநத்தம், விருத்தாசலம், கடலூர். (3) கோ.மணிகண்டன், 7–வது தெரு, புதுக்கூரைப்பேட்டை, குப்பநத்தம், விருத்தாசலம், கடலூர். [787, 1200, 1133, 1289]
member-detail: (1) சேமணிகண்டன், 46, மேற்குத் தெரு, இராஜேந்திரப்பட்டினம், விருத்தாசலம், கடலூர். (2) ம.பார்த்தீபன், 92, தேரடி தெரு, இராஜேந்திரப்பட்டினம், விருத்தாசலம், கடலூர். (3) சு.கார்த்திக், 513/1, பழைய குடியிருப்பு, விருத்தாசலம், கடலூர். [1154, 1075, 1500, 1144]
section-heading: ஆதி திராவிடர் குடியிருப்பு கிளை [120, 1760, 329, 1775]
subsection-label: பாக அமைப்பாளர்கள் : [899, 1303, 1021, 1316]
role-label: துணை அமைப்பாளர்கள் : [787, 1023, 929, 1036]
booth-number: பாகம் – 142 [52, 1280, 117, 1293]
